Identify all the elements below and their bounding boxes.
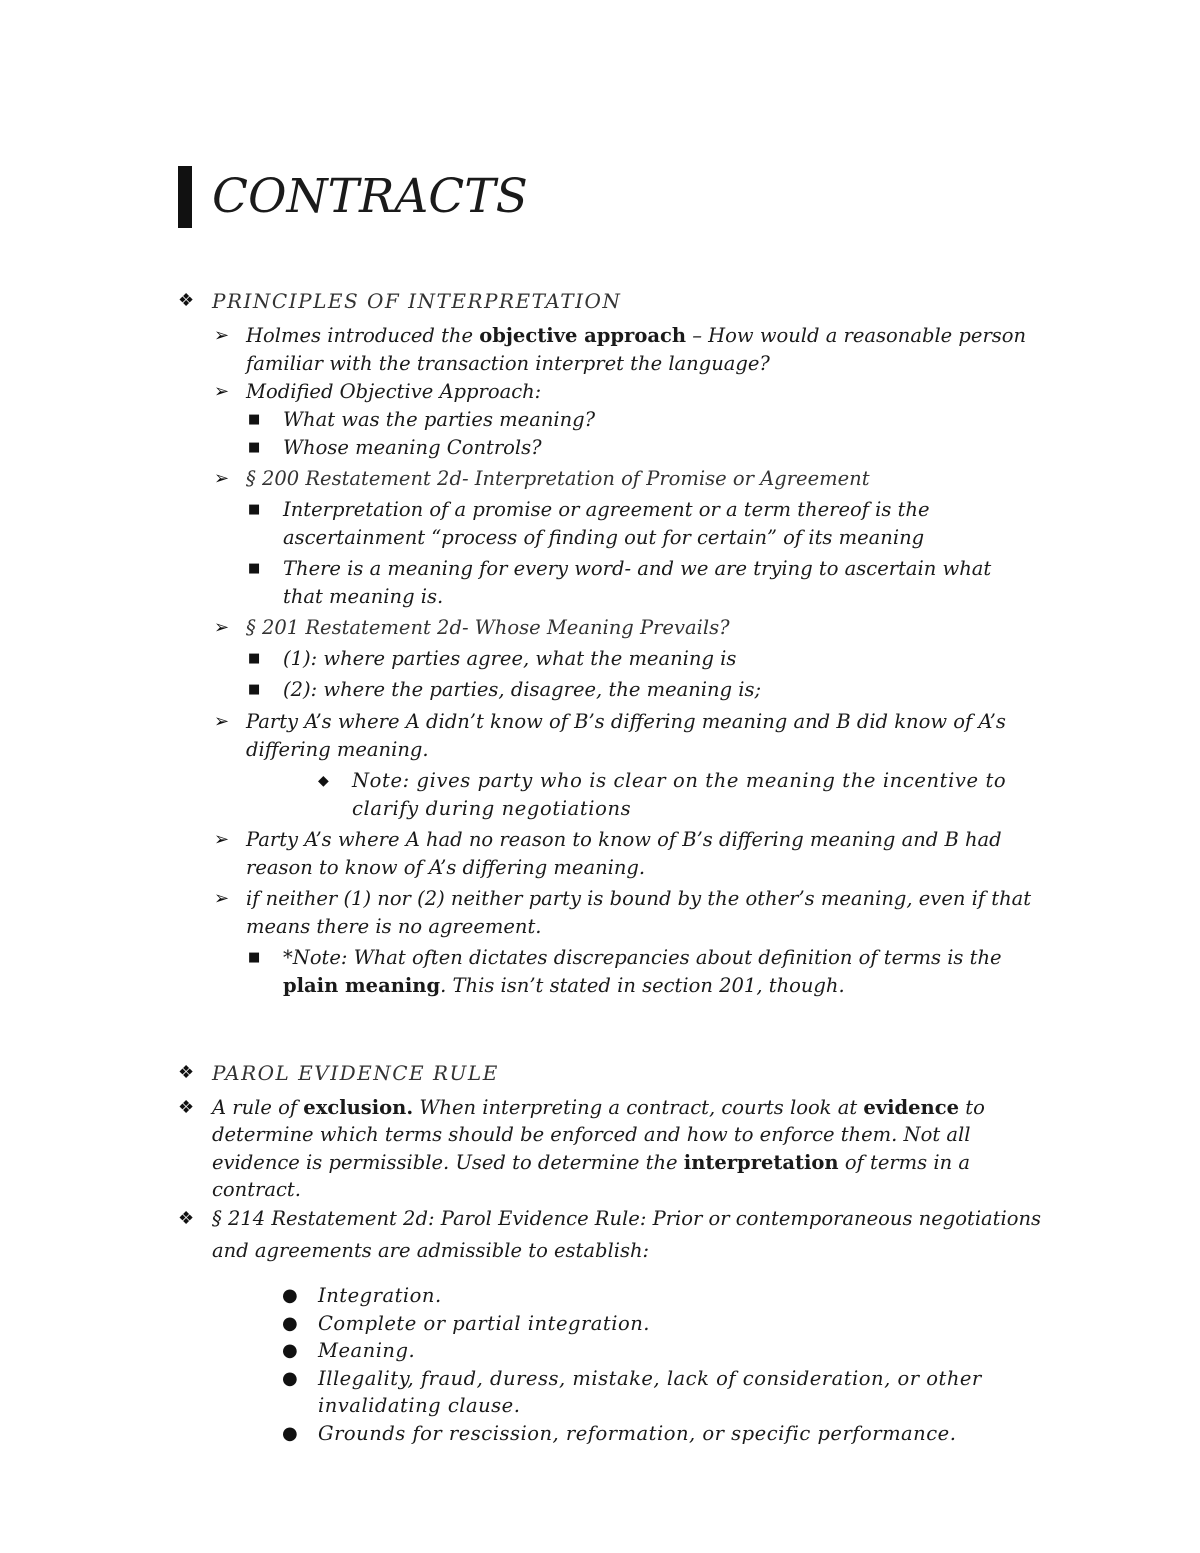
diamond-bullet-icon: ❖	[178, 1208, 195, 1229]
diamond-bullet-icon: ❖	[178, 1062, 195, 1083]
list-item: Holmes introduced the objective approach – How would a reasonable person	[246, 324, 1027, 347]
arrow-bullet-icon: ➢	[214, 711, 230, 732]
sub-list-item: Whose meaning Controls?	[283, 436, 542, 459]
arrow-bullet-icon: ➢	[214, 325, 230, 346]
list-item: if neither (1) nor (2) neither party is bound by the other’s meaning, even if that	[246, 887, 1032, 910]
bullet-item: Illegality, fraud, duress, mistake, lack of consideration, or other	[318, 1367, 982, 1390]
round-bullet-icon: ●	[282, 1423, 298, 1444]
page-title: CONTRACTS	[212, 169, 528, 224]
rule-item: A rule of exclusion. When interpreting a contract, courts look at evidence to	[212, 1096, 985, 1119]
sub-list-item: *Note: What often dictates discrepancies about definition of terms is the	[283, 946, 1002, 969]
round-bullet-icon: ●	[282, 1368, 298, 1389]
square-bullet-icon: ■	[248, 412, 261, 427]
bullet-item-continuation: invalidating clause.	[318, 1394, 521, 1417]
arrow-bullet-icon: ➢	[214, 381, 230, 402]
arrow-bullet-icon: ➢	[214, 888, 230, 909]
sub-list-item-continuation: that meaning is.	[283, 585, 444, 608]
square-bullet-icon: ■	[248, 651, 261, 666]
list-item: Modified Objective Approach:	[246, 380, 542, 403]
bullet-item: Grounds for rescission, reformation, or specific performance.	[318, 1422, 957, 1445]
sub-list-item: What was the parties meaning?	[283, 408, 596, 431]
sub-list-item: There is a meaning for every word- and we are trying to ascertain what	[283, 557, 992, 580]
title-accent-bar	[178, 166, 192, 228]
square-bullet-icon: ■	[248, 502, 261, 517]
sub-list-item-continuation: ascertainment “process of finding out for certain” of its meaning	[283, 526, 925, 549]
list-item-continuation: means there is no agreement.	[246, 915, 542, 938]
round-bullet-icon: ●	[282, 1340, 298, 1361]
rule-item-continuation: evidence is permissible. Used to determine the interpretation of terms in a	[212, 1151, 970, 1174]
section-heading-parol: PAROL EVIDENCE RULE	[212, 1061, 499, 1085]
sub-list-item: (1): where parties agree, what the meaning is	[283, 647, 737, 670]
arrow-bullet-icon: ➢	[214, 468, 230, 489]
square-bullet-icon: ■	[248, 950, 261, 965]
sub-list-item: Interpretation of a promise or agreement or a term thereof is the	[283, 498, 930, 521]
square-bullet-icon: ■	[248, 440, 261, 455]
rule-item: § 214 Restatement 2d: Parol Evidence Rule: Prior or contemporaneous negotiations	[212, 1207, 1042, 1230]
arrow-bullet-icon: ➢	[214, 617, 230, 638]
list-item-continuation: familiar with the transaction interpret the language?	[246, 352, 770, 375]
list-item: § 201 Restatement 2d- Whose Meaning Prevails?	[246, 616, 730, 639]
rule-item-continuation: and agreements are admissible to establish:	[212, 1239, 650, 1262]
list-item: Party A’s where A had no reason to know of B’s differing meaning and B had	[246, 828, 1002, 851]
list-item: Party A’s where A didn’t know of B’s differing meaning and B did know of A’s	[246, 710, 1006, 733]
diamond-small-bullet-icon: ◆	[318, 773, 329, 789]
sub-list-item-continuation: plain meaning. This isn’t stated in section 201, though.	[283, 974, 845, 997]
round-bullet-icon: ●	[282, 1313, 298, 1334]
diamond-bullet-icon: ❖	[178, 290, 195, 311]
sub-list-item: (2): where the parties, disagree, the meaning is;	[283, 678, 762, 701]
bullet-item: Integration.	[318, 1284, 442, 1307]
arrow-bullet-icon: ➢	[214, 829, 230, 850]
list-item: § 200 Restatement 2d- Interpretation of Promise or Agreement	[246, 467, 870, 490]
note-item: Note: gives party who is clear on the meaning the incentive to	[352, 769, 1007, 792]
square-bullet-icon: ■	[248, 561, 261, 576]
list-item-continuation: reason to know of A’s differing meaning.	[246, 856, 646, 879]
square-bullet-icon: ■	[248, 682, 261, 697]
diamond-bullet-icon: ❖	[178, 1097, 195, 1118]
section-heading-principles: PRINCIPLES OF INTERPRETATION	[212, 289, 622, 313]
note-item-continuation: clarify during negotiations	[352, 797, 632, 820]
bullet-item: Meaning.	[318, 1339, 416, 1362]
bullet-item: Complete or partial integration.	[318, 1312, 650, 1335]
rule-item-continuation: determine which terms should be enforced and how to enforce them. Not all	[212, 1123, 971, 1146]
rule-item-continuation: contract.	[212, 1178, 301, 1201]
round-bullet-icon: ●	[282, 1285, 298, 1306]
list-item-continuation: differing meaning.	[246, 738, 429, 761]
title-block	[178, 166, 528, 228]
